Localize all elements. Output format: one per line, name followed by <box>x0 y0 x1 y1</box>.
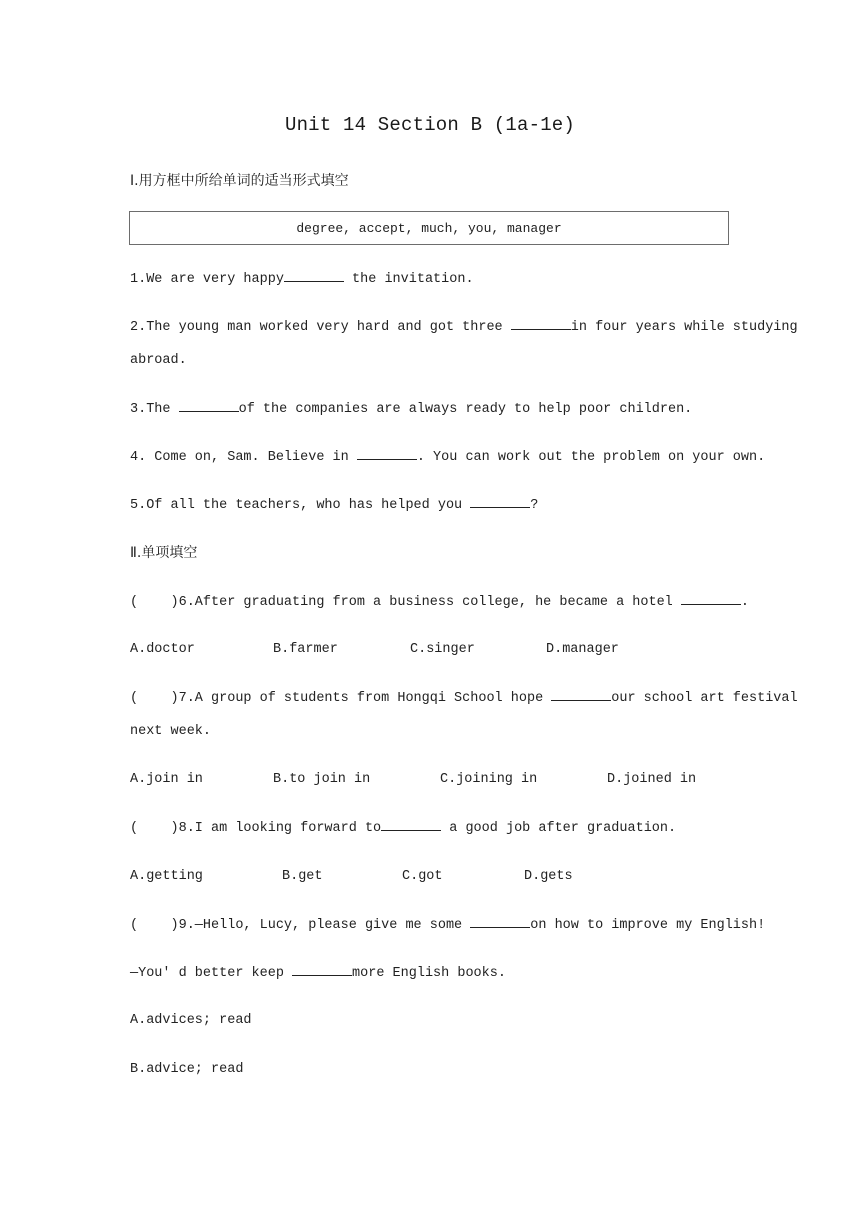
q6-option-c: C.singer <box>410 642 475 657</box>
question-1 <box>130 269 474 290</box>
q9-text-after: on how to improve my English! <box>530 918 766 933</box>
section-1-heading: Ⅰ.用方框中所给单词的适当形式填空 <box>130 173 349 189</box>
section-2-heading: Ⅱ.单项填空 <box>130 545 198 561</box>
q6-option-d: D.manager <box>546 642 619 657</box>
q7-option-b: B.to join in <box>273 772 371 787</box>
q6-option-a: A.doctor <box>130 642 195 657</box>
question-9 <box>130 915 765 936</box>
page-title: Unit 14 Section B (1a-1e) <box>284 114 576 136</box>
q7-option-a: A.join in <box>130 772 203 787</box>
question-3 <box>130 399 692 420</box>
q3-text-before: 3.The <box>130 402 179 417</box>
q1-blank <box>284 269 344 282</box>
q1-text-before: 1.We are very happy <box>130 272 284 287</box>
question-9-reply <box>130 963 506 984</box>
word-box <box>129 211 729 245</box>
question-4 <box>130 447 765 468</box>
question-2 <box>130 317 798 338</box>
q8-text-after: a good job after graduation. <box>441 821 677 836</box>
q7-blank <box>551 688 611 701</box>
question-8 <box>130 818 676 839</box>
q4-blank <box>357 447 417 460</box>
q8-option-b: B.get <box>282 869 323 884</box>
q7-text-before: ( )7.A group of students from Hongqi School hope <box>130 691 552 706</box>
q5-text-before: 5.Of all the teachers, who has helped you <box>130 498 471 513</box>
q6-text-after: . <box>740 595 749 610</box>
question-7-continued: next week. <box>130 724 212 739</box>
q6-text-before: ( )6.After graduating from a business college, he became a hotel <box>130 595 681 610</box>
q4-text-before: 4. Come on, Sam. Believe in <box>130 450 357 465</box>
q9-option-a: A.advices; read <box>130 1013 252 1028</box>
q2-blank <box>511 317 571 330</box>
q9-option-b: B.advice; read <box>130 1062 244 1077</box>
q6-option-b: B.farmer <box>273 642 338 657</box>
q5-text-after: ? <box>530 498 539 513</box>
q6-blank <box>681 592 741 605</box>
q7-option-d: D.joined in <box>607 772 697 787</box>
q9-text-before: ( )9.—Hello, Lucy, please give me some <box>130 918 471 933</box>
question-7 <box>130 688 798 709</box>
q8-text-before: ( )8.I am looking forward to <box>130 821 382 836</box>
q9-reply-before: —You' d better keep <box>130 966 293 981</box>
question-2-continued: abroad. <box>130 353 187 368</box>
q8-blank <box>381 818 441 831</box>
q8-option-d: D.gets <box>524 869 573 884</box>
q7-option-c: C.joining in <box>440 772 538 787</box>
question-5 <box>130 495 538 516</box>
q4-text-after: . You can work out the problem on your own. <box>416 450 766 465</box>
q9-reply-after: more English books. <box>352 966 506 981</box>
q9-blank-2 <box>292 963 352 976</box>
q3-text-after: of the companies are always ready to help poor children. <box>238 402 693 417</box>
q8-option-a: A.getting <box>130 869 203 884</box>
word-box-text: degree, accept, much, you, manager <box>296 220 562 236</box>
q2-text-after: in four years while studying <box>570 320 798 335</box>
q2-text-before: 2.The young man worked very hard and got three <box>130 320 511 335</box>
q8-option-c: C.got <box>402 869 443 884</box>
q1-text-after: the invitation. <box>343 272 474 287</box>
q3-blank <box>179 399 239 412</box>
q9-blank-1 <box>470 915 530 928</box>
question-6 <box>130 592 749 613</box>
q5-blank <box>470 495 530 508</box>
q7-text-after: our school art festival <box>611 691 798 706</box>
